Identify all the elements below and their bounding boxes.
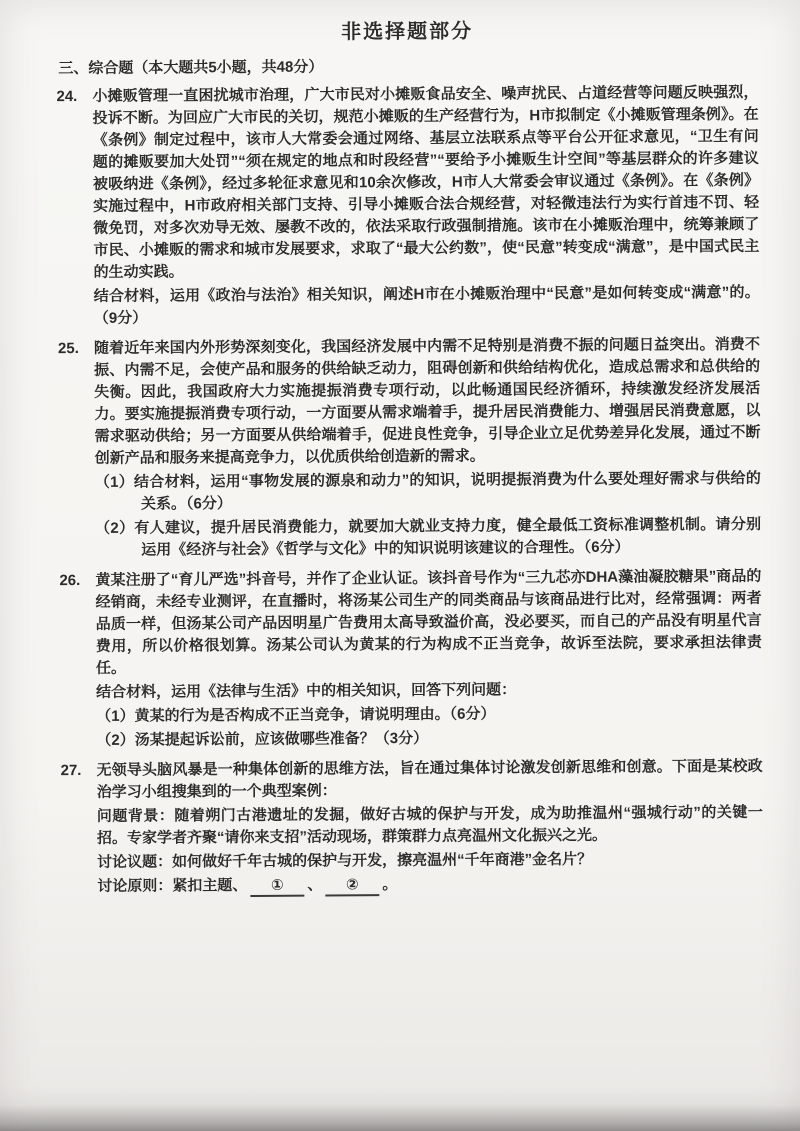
question-24-body: 小摊贩管理一直困扰城市治理，广大市民对小摊贩食品安全、噪声扰民、占道经营等问题反映强烈，投诉不断。为回应广大市民的关切，规范小摊贩的生产经营行为，H市拟制定《小摊贩管理条例》。在《条例》制定过程中，该市人大常委会通过网络、基层立法联系点等平台公开征求意见，“卫生有问题的摊贩要加大处罚”“须在规定的地点和时段经营”“要给予小摊贩生计空间”等基层群众的许多建议被吸纳进《条例》，经过多轮征求意见和10余次修改，H市人大常委会审议通过《条例》。在《条例》实施过程中，H市政府相关部门支持、引导小摊贩合法合规经营，对轻微违法行为实行首违不罚、轻微免罚，对多次劝导无效、屡教不改的，依法采取行政强制措施。该市在小摊贩治理中，统筹兼顾了市民、小摊贩的需求和城市发展要求，求取了“最大公约数”，使“民意”转变成“满意”，是中国式民主的生动实践。 — [92, 83, 760, 281]
principle-prefix: 讨论原则：紧扣主题、 — [97, 876, 248, 895]
question-27-background: 问题背景：随着朔门古港遗址的发掘，做好古城的保护与开发，成为助推温州“强城行动”的关键一招。专家学者齐聚“请你来支招”活动现场，群策群力点亮温州文化振兴之光。 — [96, 803, 763, 847]
question-25-number: 25. — [57, 340, 79, 358]
question-27 — [61, 756, 764, 898]
answer-blank-1: ① — [250, 876, 304, 897]
principle-suffix: 。 — [382, 876, 398, 894]
page-title: 非选择题部分 — [341, 20, 474, 44]
question-24-task: 结合材料，运用《政治与法治》相关知识，阐述H市在小摊贩治理中“民意”是如何转变成“满意”的。（9分） — [93, 283, 760, 327]
question-24 — [56, 82, 759, 330]
question-26 — [59, 566, 762, 752]
question-25-subitem-1: （1）结合材料，运用“事物发展的源泉和动力”的知识，说明提振消费为什么要处理好需求与供给的关系。（6分） — [94, 469, 761, 513]
exam-content — [56, 16, 763, 906]
principle-separator: 、 — [307, 876, 323, 894]
question-26-number: 26. — [59, 572, 81, 590]
question-24-number: 24. — [56, 88, 78, 106]
question-26-subitem-1: （1）黄某的行为是否构成不正当竞争，请说明理由。（6分） — [96, 705, 496, 725]
question-27-topic: 讨论议题：如何做好千年古城的保护与开发，擦亮温州“千年商港”金名片？ — [97, 850, 593, 871]
section-header: 三、综合题（本大题共5小题，共48分） — [58, 58, 324, 78]
question-26-task: 结合材料，运用《法律与生活》中的相关知识，回答下列问题： — [96, 681, 517, 701]
question-27-number: 27. — [60, 762, 82, 780]
question-27-principle — [97, 872, 763, 898]
question-26-body: 黄某注册了“育儿严选”抖音号，并作了企业认证。该抖音号作为“三九芯亦DHA藻油凝胶糖果”商品的经销商，未经专业测评，在直播时，将汤某公司生产的同类商品与该商品进行比对，经常强调：两者品质一样，但汤某公司产品因明星广告费用太高导致溢价高，没必要买，而自己的产品没有明星代言费用，所以价格很划算。汤某公司认为黄某的行为构成不正当竞争，故诉至法院，要求承担法律责任。 — [95, 567, 762, 677]
question-25 — [58, 334, 761, 562]
scan-bottom-shadow — [0, 1105, 800, 1131]
question-27-intro: 无领导头脑风暴是一种集体创新的思维方法，旨在通过集体讨论激发创新思维和创意。下面是某校政治学习小组搜集到的一个典型案例： — [96, 757, 763, 801]
question-26-subitem-2: （2）汤某提起诉讼前，应该做哪些准备？（3分） — [96, 729, 429, 749]
answer-blank-2: ② — [325, 875, 379, 896]
question-25-subitem-2: （2）有人建议，提升居民消费能力，就要加大就业支持力度，健全最低工资标准调整机制。请分别运用《经济与社会》《哲学与文化》中的知识说明该建议的合理性。（6分） — [95, 515, 762, 559]
question-25-body: 随着近年来国内外形势深刻变化，我国经济发展中内需不足特别是消费不振的问题日益突出。消费不振、内需不足，会使产品和服务的供给缺乏动力，阻碍创新和供给结构优化，造成总需求和总供给的失衡。因此，我国政府大力实施提振消费专项行动，以此畅通国民经济循环，持续激发经济发展活力。要实施提振消费专项行动，一方面要从需求端着手，提升居民消费能力、增强居民消费意愿，以需求驱动供给；另一方面要从供给端着手，促进良性竞争，引导企业立足优势差异化发展，通过不断创新产品和服务来提高竞争力，以优质供给创造新的需求。 — [93, 335, 761, 467]
